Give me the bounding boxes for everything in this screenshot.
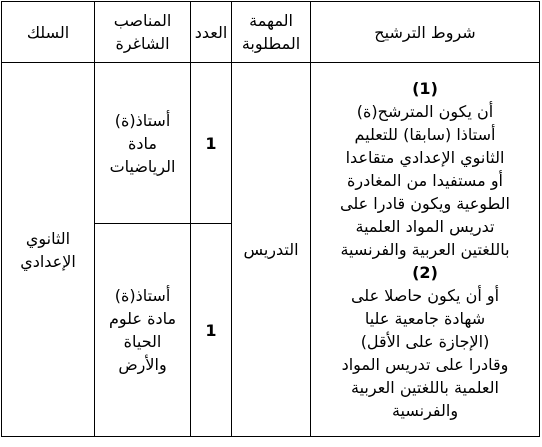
header-conditions-label: شروط الترشيح — [374, 22, 476, 42]
header-count-label: العدد — [194, 22, 228, 42]
post-cell — [95, 63, 191, 224]
post-line: الحياة — [123, 332, 162, 351]
post-line: أستاذ(ة) — [114, 110, 171, 130]
condition-line: تدريس المواد العلمية — [355, 217, 495, 236]
table-row — [2, 63, 540, 224]
recruitment-table — [1, 1, 540, 437]
condition-line: وقادرا على تدريس المواد — [341, 355, 509, 374]
header-row — [2, 2, 540, 63]
condition-line: أن يكون المترشح(ة) — [356, 102, 494, 121]
condition-line: (2) — [412, 263, 438, 282]
count-cell — [191, 63, 232, 224]
header-posts-line2: الشاغرة — [115, 34, 170, 53]
condition-line: العلمية باللغتين العربية — [351, 378, 499, 397]
header-task — [232, 2, 311, 63]
post-line: والأرض — [118, 355, 167, 374]
header-conditions — [311, 2, 540, 63]
corps-cell — [2, 63, 95, 437]
condition-line: الطوعية ويكون قادرا على — [340, 194, 510, 213]
corps-line2: الإعدادي — [20, 251, 76, 271]
header-task-line1: المهمة — [249, 11, 293, 30]
condition-line: شهادة جامعية عليا — [364, 309, 486, 328]
post-line: الرياضيات — [109, 156, 176, 176]
header-corps-label: السلك — [26, 22, 70, 42]
count-cell — [191, 224, 232, 437]
task-label: التدريس — [243, 240, 299, 259]
condition-line: (1) — [412, 79, 438, 98]
header-posts — [95, 2, 191, 63]
post-line: مادة علوم — [108, 309, 177, 328]
corps-line1: الثانوي — [25, 228, 71, 248]
count-value: 1 — [205, 320, 217, 340]
header-corps — [2, 2, 95, 63]
post-cell — [95, 224, 191, 437]
condition-line: أو مستفيدا من المغادرة — [346, 171, 503, 190]
condition-line: أستاذا (سابقا) للتعليم — [354, 125, 496, 144]
header-posts-line1: المناصب — [113, 11, 172, 30]
post-line: مادة — [128, 133, 157, 153]
header-task-line2: المطلوبة — [241, 34, 301, 53]
condition-line: باللغتين العربية والفرنسية — [340, 240, 510, 259]
conditions-cell — [311, 63, 540, 437]
post-line: أستاذ(ة) — [114, 286, 171, 305]
condition-line: (الإجازة على الأقل) — [360, 332, 490, 351]
condition-line: أو أن يكون حاصلا على — [350, 286, 500, 305]
condition-line: والفرنسية — [391, 401, 459, 420]
header-count — [191, 2, 232, 63]
task-cell — [232, 63, 311, 437]
condition-line: الثانوي الإعدادي متقاعدا — [345, 148, 505, 167]
count-value: 1 — [205, 133, 217, 153]
